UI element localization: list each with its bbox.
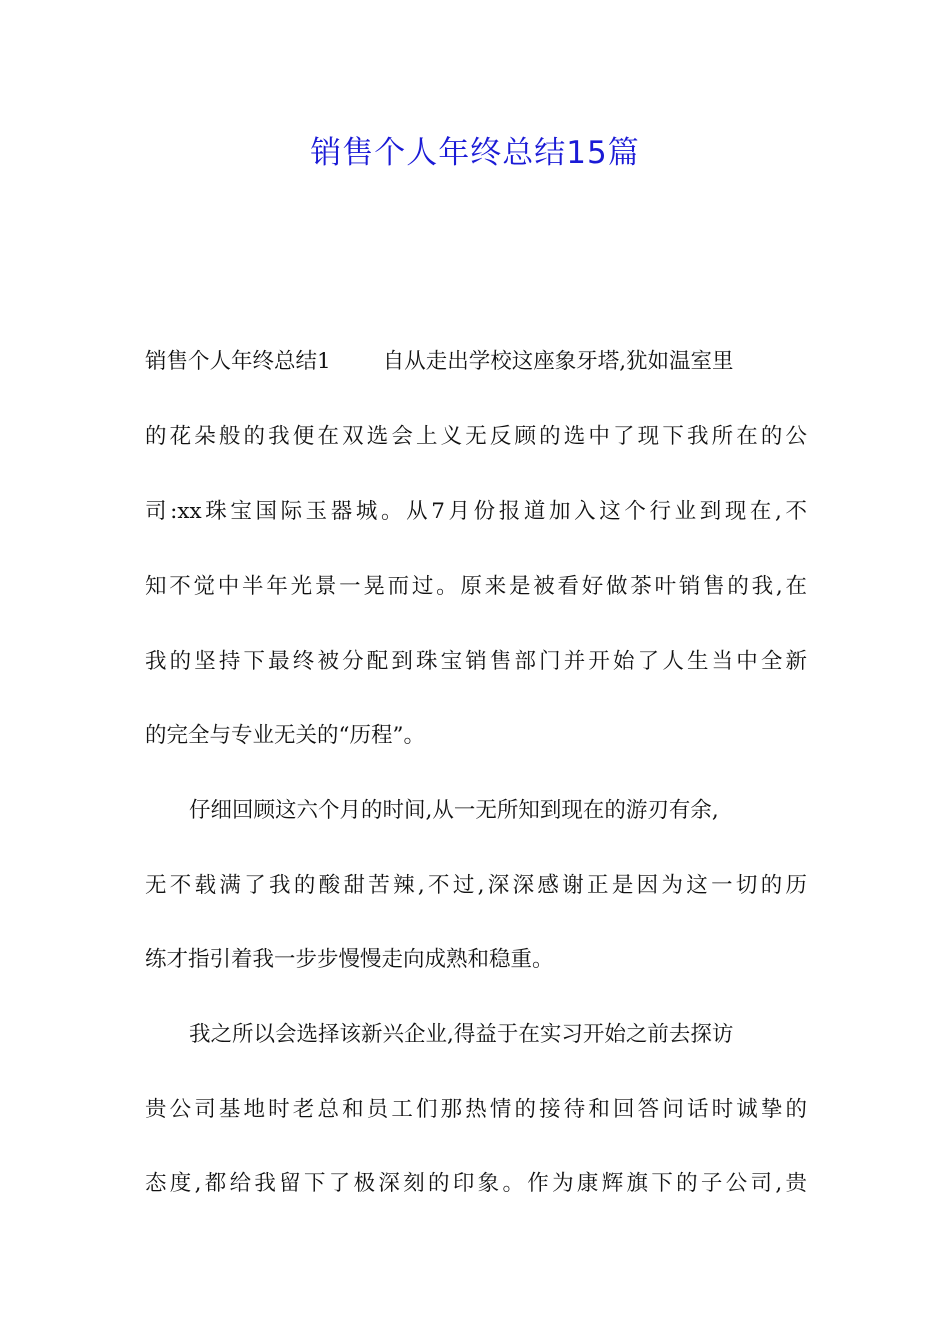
text-line: 司:xx珠宝国际玉器城。从7月份报道加入这个行业到现在,不: [145, 499, 807, 524]
text-line: 我的坚持下最终被分配到珠宝销售部门并开始了人生当中全新: [145, 649, 807, 674]
paragraph-start: 自从走出学校这座象牙塔,犹如温室里: [382, 349, 734, 374]
text-line: 仔细回顾这六个月的时间,从一无所知到现在的游刃有余,: [189, 798, 719, 823]
section-heading: 销售个人年终总结1: [145, 349, 331, 374]
text-line: [145, 342, 807, 382]
text-line: 的花朵般的我便在双选会上义无反顾的选中了现下我所在的公: [145, 424, 807, 449]
document-title: 销售个人年终总结15篇: [310, 135, 640, 171]
text-line: 无不载满了我的酸甜苦辣,不过,深深感谢正是因为这一切的历: [145, 873, 807, 898]
text-line: 练才指引着我一步步慢慢走向成熟和稳重。: [145, 947, 554, 972]
text-line: 的完全与专业无关的“历程”。: [145, 723, 425, 748]
text-line: 态度,都给我留下了极深刻的印象。作为康辉旗下的子公司,贵: [145, 1171, 807, 1196]
text-line: 贵公司基地时老总和员工们那热情的接待和回答问话时诚挚的: [145, 1097, 807, 1122]
text-line: 我之所以会选择该新兴企业,得益于在实习开始之前去探访: [189, 1022, 734, 1047]
text-line: 知不觉中半年光景一晃而过。原来是被看好做茶叶销售的我,在: [145, 574, 807, 599]
